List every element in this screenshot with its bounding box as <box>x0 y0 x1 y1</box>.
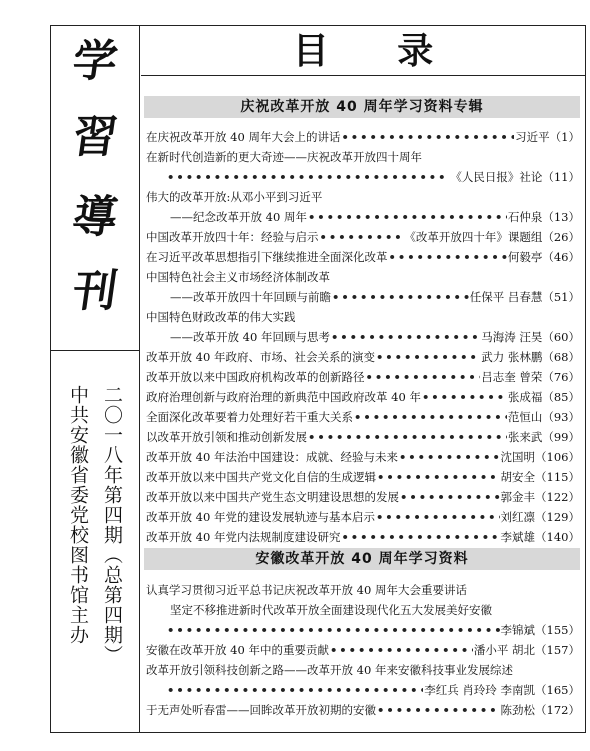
journal-title-char-4: 刊 <box>69 266 121 317</box>
toc-entry-subtitle[interactable]: ——改革开放 40 年回顾与思考 ••••• 马海涛 汪昊（60） <box>146 329 580 346</box>
left-divider <box>50 350 140 351</box>
toc-entry-continuation[interactable]: 坚定不移推进新时代改革开放全面建设现代化五大发展美好安徽 <box>170 603 492 617</box>
toc-entry[interactable]: 认真学习贯彻习近平总书记庆祝改革开放 40 周年大会重要讲话 <box>146 583 467 597</box>
toc-entry[interactable]: 改革开放 40 年政府、市场、社会关系的演变 ••••• 武力 张林鹏（68） <box>146 349 580 366</box>
publisher: 中共安徽省委党校图书馆主办 <box>67 385 89 645</box>
toc-entry[interactable]: 中国特色财政改革的伟大实践 <box>146 310 296 324</box>
toc-entry-subtitle[interactable]: ——改革开放四十年回顾与前瞻 ••••• 任保平 吕春慧（51） <box>146 289 580 306</box>
toc-title: 目 录 <box>292 30 462 72</box>
toc-entry[interactable]: 于无声处听春雷——回眸改革开放初期的安徽 ••••• 陈劲松（172） <box>146 702 580 719</box>
journal-title-char-3: 導 <box>69 192 121 243</box>
issue-info: 二〇一八年第四期（总第四期） <box>101 385 123 665</box>
toc-entry[interactable]: 伟大的改革开放:从邓小平到习近平 <box>146 190 323 204</box>
toc-entry[interactable]: 改革开放引领科技创新之路——改革开放 40 年来安徽科技事业发展综述 <box>146 663 513 677</box>
toc-entry[interactable]: 改革开放以来中国共产党文化自信的生成逻辑 ••••• 胡安全（115） <box>146 469 580 486</box>
toc-entry[interactable]: 在新时代创造新的更大奇迹——庆祝改革开放四十周年 <box>146 150 422 164</box>
toc-entry[interactable]: 在庆祝改革开放 40 周年大会上的讲话 ••••• 习近平（1） <box>146 129 580 146</box>
toc-entry-subtitle[interactable]: ——纪念改革开放 40 周年 ••••• 石仲泉（13） <box>146 209 580 226</box>
toc-entry[interactable]: 中国改革开放四十年：经验与启示 ••••• 《改革开放四十年》课题组（26） <box>146 229 580 246</box>
toc-entry[interactable]: 中国特色社会主义市场经济体制改革 <box>146 270 330 284</box>
toc-title-box <box>141 26 585 76</box>
toc-entry[interactable]: 在习近平改革思想指引下继续推进全面深化改革 ••••• 何毅亭（46） <box>146 249 580 266</box>
toc-entry[interactable]: 安徽在改革开放 40 年中的重要贡献 ••••• 潘小平 胡北（157） <box>146 642 580 659</box>
toc-entry[interactable]: 改革开放以来中国共产党生态文明建设思想的发展 ••••• 郭金丰（122） <box>146 489 580 506</box>
toc-entry[interactable]: 改革开放 40 年法治中国建设：成就、经验与未来 ••••• 沈国明（106） <box>146 449 580 466</box>
toc-entry[interactable]: 以改革开放引领和推动创新发展 ••••• 张来武（99） <box>146 429 580 446</box>
section-heading-1: 庆祝改革开放 40 周年学习资料专辑 <box>144 96 580 118</box>
toc-entry[interactable]: 改革开放 40 年党内法规制度建设研究 ••••• 李斌雄（140） <box>146 529 580 546</box>
toc-entry-continuation[interactable]: ••••• 李红兵 肖玲玲 李南凯（165） <box>146 682 580 699</box>
toc-entry[interactable]: 全面深化改革要着力处理好若干重大关系 ••••• 范恒山（93） <box>146 409 580 426</box>
journal-title-char-2: 習 <box>69 112 121 163</box>
toc-entry-continuation[interactable]: ••••• 李锦斌（155） <box>146 622 580 639</box>
journal-title-char-1: 学 <box>69 36 121 87</box>
toc-entry[interactable]: 改革开放以来中国政府机构改革的创新路径 ••••• 吕志奎 曾荣（76） <box>146 369 580 386</box>
section-heading-2: 安徽改革开放 40 周年学习资料 <box>144 548 580 570</box>
toc-entry-continuation[interactable]: ••••• 《人民日报》社论（11） <box>146 169 580 186</box>
toc-entry[interactable]: 政府治理创新与政府治理的新典范中国政府改革 40 年 ••••• 张成福（85） <box>146 389 580 406</box>
toc-entry[interactable]: 改革开放 40 年党的建设发展轨迹与基本启示 ••••• 刘红凛（129） <box>146 509 580 526</box>
